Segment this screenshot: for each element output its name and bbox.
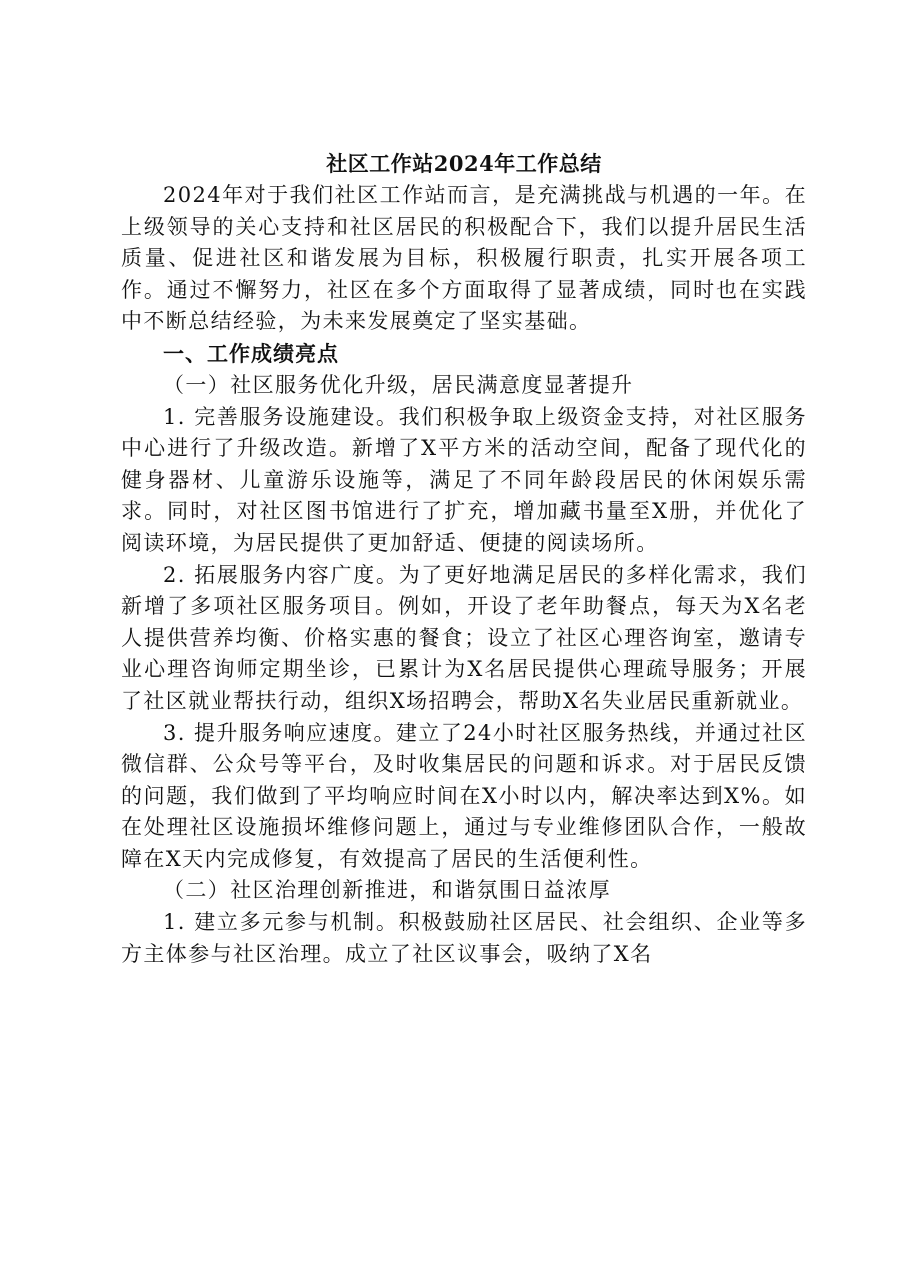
paragraph-response: 3. 提升服务响应速度。建立了24小时社区服务热线，并通过社区微信群、公众号等平台，及时收集居民的问题和诉求。对于居民反馈的问题，我们做到了平均响应时间在X小时以内，解决率达到X%。如在处理社区设施损坏维修问题上，通过与专业维修团队合作，一般故障在X天内完成修复，有效提高了居民的生活便利性。 — [121, 720, 807, 871]
document-title: 社区工作站2024年工作总结 — [326, 151, 602, 176]
paragraph-participation: 1. 建立多元参与机制。积极鼓励社区居民、社会组织、企业等多方主体参与社区治理。成立了社区议事会，吸纳了X名 — [121, 910, 807, 966]
subsection-heading-1: （一）社区服务优化升级，居民满意度显著提升 — [163, 372, 634, 397]
paragraph-services: 2. 拓展服务内容广度。为了更好地满足居民的多样化需求，我们新增了多项社区服务项目。例如，开设了老年助餐点，每天为X名老人提供营养均衡、价格实惠的餐食；设立了社区心理咨询室，邀请专业心理咨询师定期坐诊，已累计为X名居民提供心理疏导服务；开展了社区就业帮扶行动，组织X场招聘会，帮助X名失业居民重新就业。 — [121, 562, 807, 713]
section-heading-1: 一、工作成绩亮点 — [163, 341, 339, 366]
paragraph-facilities: 1. 完善服务设施建设。我们积极争取上级资金支持，对社区服务中心进行了升级改造。新增了X平方米的活动空间，配备了现代化的健身器材、儿童游乐设施等，满足了不同年龄段居民的休闲娱乐需求。同时，对社区图书馆进行了扩充，增加藏书量至X册，并优化了阅读环境，为居民提供了更加舒适、便捷的阅读场所。 — [121, 404, 807, 555]
document-page — [121, 148, 807, 970]
intro-paragraph: 2024年对于我们社区工作站而言，是充满挑战与机遇的一年。在上级领导的关心支持和社区居民的积极配合下，我们以提升居民生活质量、促进社区和谐发展为目标，积极履行职责，扎实开展各项工作。通过不懈努力，社区在多个方面取得了显著成绩，同时也在实践中不断总结经验，为未来发展奠定了坚实基础。 — [121, 183, 807, 334]
subsection-heading-2: （二）社区治理创新推进，和谐氛围日益浓厚 — [163, 878, 611, 903]
